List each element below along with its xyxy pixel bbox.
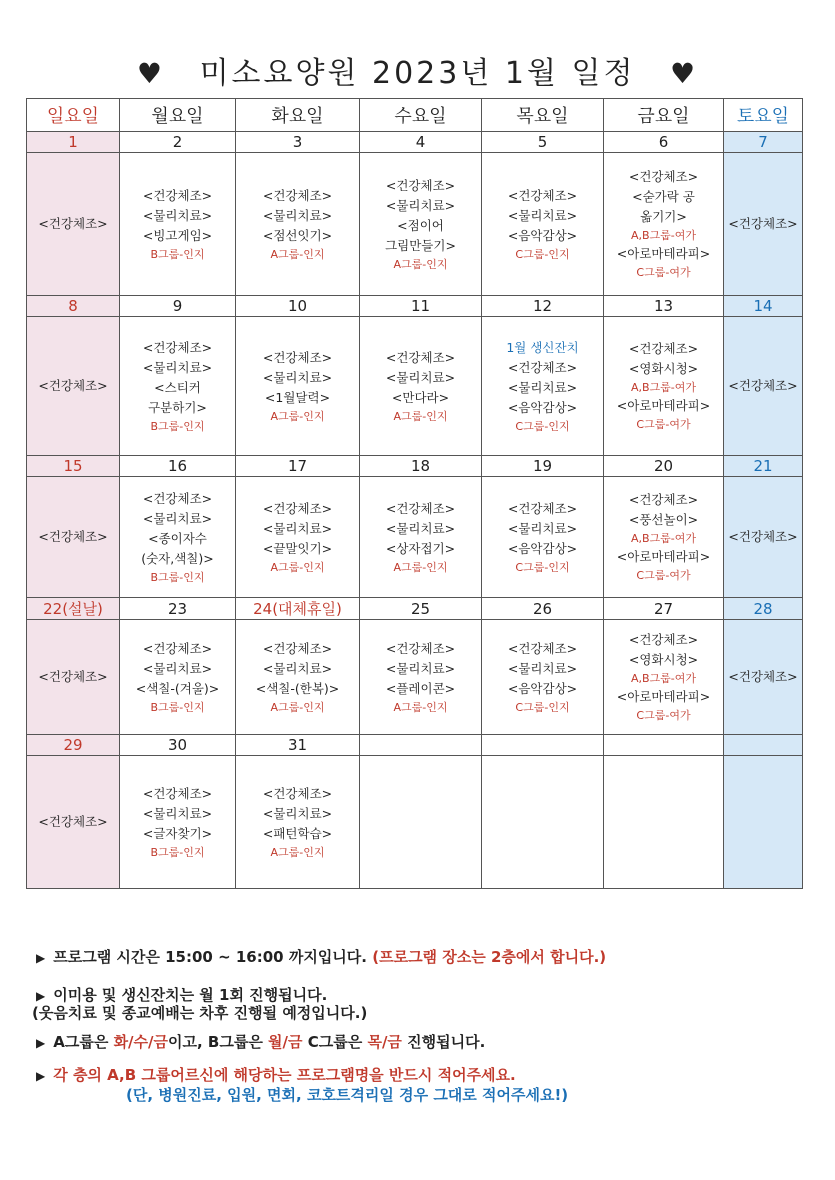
day-cell — [482, 317, 604, 456]
group-label: B그룹-인지 — [150, 845, 205, 859]
activity-line: <숟가락 공 — [632, 189, 695, 204]
activity-line: <건강체조> — [628, 169, 699, 184]
activity-line: <스티커 — [154, 379, 201, 395]
date-cell: 25 — [360, 598, 482, 620]
activity-line: (숫자,색칠)> — [141, 550, 214, 566]
page-title — [0, 48, 835, 92]
note-3 — [36, 1031, 485, 1052]
note-3-g: 진행됩니다. — [407, 1033, 486, 1051]
activity-line: <물리치료> — [385, 197, 456, 213]
activity-line: <건강체조> — [507, 187, 578, 203]
group-label: A,B그룹-여가 — [630, 672, 697, 685]
date-cell: 10 — [236, 296, 360, 317]
activity-line: <건강체조> — [142, 187, 213, 203]
activity-line: <종이자수 — [148, 530, 207, 546]
day-cell — [27, 153, 120, 296]
group-label: A그룹-인지 — [393, 700, 448, 714]
date-cell: 14 — [724, 296, 803, 317]
content-row — [27, 153, 803, 296]
day-cell — [482, 477, 604, 598]
content-row — [27, 620, 803, 735]
activity-line: <건강체조> — [628, 632, 699, 647]
activity-line: <빙고게임> — [142, 227, 213, 243]
activity-line: <물리치료> — [262, 520, 333, 536]
activity-line: 구분하기> — [148, 399, 207, 415]
activity-line: <건강체조> — [385, 349, 456, 365]
day-cell — [360, 153, 482, 296]
content-row — [27, 317, 803, 456]
weekday-wednesday: 수요일 — [360, 99, 482, 132]
day-cell — [120, 756, 236, 889]
note-2-text: 이미용 및 생신잔치는 월 1회 진행됩니다. — [53, 986, 328, 1004]
date-cell: 5 — [482, 132, 604, 153]
activity-line: <플레이콘> — [385, 680, 456, 696]
date-row — [27, 456, 803, 477]
group-label: C그룹-인지 — [515, 560, 570, 574]
note-3-days-a: 화/수/금 — [113, 1033, 168, 1051]
day-cell — [604, 620, 724, 735]
activity-line: <1월달력> — [264, 389, 331, 405]
note-3-days-b: 월/금 — [268, 1033, 303, 1051]
group-label: A그룹-인지 — [393, 409, 448, 423]
date-cell: 8 — [27, 296, 120, 317]
date-cell: 2 — [120, 132, 236, 153]
activity-line: <건강체조> — [38, 814, 108, 829]
activity-line: <영화시청> — [628, 652, 699, 667]
activity-line: <건강체조> — [507, 359, 578, 375]
day-cell — [27, 317, 120, 456]
activity-line: <건강체조> — [728, 669, 798, 684]
date-cell: 28 — [724, 598, 803, 620]
group-label: B그룹-인지 — [150, 570, 205, 584]
activity-line: <건강체조> — [507, 640, 578, 656]
note-3-days-c: 목/금 — [367, 1033, 402, 1051]
activity-line: <물리치료> — [507, 207, 578, 223]
group-label: C그룹-여가 — [636, 418, 691, 431]
activity-line: <건강체조> — [385, 177, 456, 193]
day-cell — [236, 153, 360, 296]
triangle-bullet-icon: ▶ — [36, 989, 46, 1003]
day-cell — [360, 620, 482, 735]
activity-line: <물리치료> — [385, 369, 456, 385]
activity-line: <아로마테라피> — [616, 549, 711, 564]
group-label: A,B그룹-여가 — [630, 381, 697, 394]
triangle-bullet-icon: ▶ — [36, 951, 46, 965]
day-cell — [236, 477, 360, 598]
activity-line: <음악감상> — [507, 540, 578, 556]
activity-line: <건강체조> — [262, 785, 333, 801]
activity-line: <상자접기> — [385, 540, 456, 556]
day-cell — [724, 620, 803, 735]
title-text: 미소요양원 2023년 1월 일정 — [199, 56, 636, 91]
activity-line: <건강체조> — [728, 378, 798, 393]
activity-line: <물리치료> — [262, 660, 333, 676]
event-highlight: 1월 생신잔치 — [506, 339, 579, 355]
date-cell: 31 — [236, 735, 360, 756]
group-label: C그룹-여가 — [636, 709, 691, 722]
note-4 — [36, 1064, 516, 1085]
day-cell — [236, 756, 360, 889]
date-cell: 17 — [236, 456, 360, 477]
date-cell: 15 — [27, 456, 120, 477]
activity-line: <만다라> — [391, 389, 450, 405]
weekday-sunday: 일요일 — [27, 99, 120, 132]
activity-line: <물리치료> — [385, 520, 456, 536]
day-cell — [120, 317, 236, 456]
date-cell: 19 — [482, 456, 604, 477]
day-cell — [482, 756, 604, 889]
content-row — [27, 756, 803, 889]
note-4-text: 각 층의 A,B 그룹어르신에 해당하는 프로그램명을 반드시 적어주세요. — [53, 1066, 516, 1084]
group-label: C그룹-인지 — [515, 700, 570, 714]
activity-line: <아로마테라피> — [616, 398, 711, 413]
day-cell — [27, 477, 120, 598]
day-cell — [360, 756, 482, 889]
group-label: A,B그룹-여가 — [630, 229, 697, 242]
calendar-body — [27, 132, 803, 889]
date-row — [27, 598, 803, 620]
group-label: A,B그룹-여가 — [630, 532, 697, 545]
note-1-text: 프로그램 시간은 15:00 ~ 16:00 까지입니다. — [53, 948, 367, 966]
day-cell — [120, 620, 236, 735]
triangle-bullet-icon: ▶ — [36, 1069, 46, 1083]
activity-line: <색칠-(한복)> — [255, 680, 340, 696]
activity-line: <건강체조> — [38, 378, 108, 393]
day-cell — [724, 153, 803, 296]
date-cell: 7 — [724, 132, 803, 153]
note-1 — [36, 946, 606, 967]
group-label: B그룹-인지 — [150, 419, 205, 433]
date-cell: 22(설날) — [27, 598, 120, 620]
activity-line: <패턴학습> — [262, 825, 333, 841]
date-cell: 3 — [236, 132, 360, 153]
activity-line: <끝말잇기> — [262, 540, 333, 556]
activity-line: <점이어 — [397, 217, 444, 233]
content-row — [27, 477, 803, 598]
activity-line: <점선잇기> — [262, 227, 333, 243]
note-4-sub-text: (단, 병원진료, 입원, 면회, 코호트격리일 경우 그대로 적어주세요!) — [126, 1086, 569, 1104]
activity-line: <물리치료> — [262, 207, 333, 223]
date-cell: 23 — [120, 598, 236, 620]
date-cell: 24(대체휴일) — [236, 598, 360, 620]
day-cell — [27, 620, 120, 735]
day-cell — [482, 153, 604, 296]
group-label: C그룹-인지 — [515, 419, 570, 433]
date-cell — [724, 735, 803, 756]
activity-line: <물리치료> — [507, 520, 578, 536]
date-cell: 29 — [27, 735, 120, 756]
activity-line: <물리치료> — [507, 660, 578, 676]
activity-line: <풍선놀이> — [628, 512, 699, 527]
note-2b — [32, 1002, 367, 1023]
activity-line: <건강체조> — [628, 341, 699, 356]
date-cell: 21 — [724, 456, 803, 477]
activity-line: <물리치료> — [262, 369, 333, 385]
day-cell — [236, 620, 360, 735]
date-cell: 4 — [360, 132, 482, 153]
group-label: A그룹-인지 — [393, 257, 448, 271]
activity-line: <건강체조> — [142, 785, 213, 801]
heart-icon: ♥ — [669, 57, 699, 90]
date-cell: 26 — [482, 598, 604, 620]
calendar-table — [26, 98, 803, 889]
weekday-tuesday: 화요일 — [236, 99, 360, 132]
day-cell — [120, 477, 236, 598]
group-label: C그룹-인지 — [515, 247, 570, 261]
date-row — [27, 735, 803, 756]
day-cell — [604, 153, 724, 296]
group-label: A그룹-인지 — [270, 845, 325, 859]
activity-line: <음악감상> — [507, 680, 578, 696]
date-cell — [604, 735, 724, 756]
group-label: A그룹-인지 — [270, 409, 325, 423]
group-label: A그룹-인지 — [393, 560, 448, 574]
note-3-a: A그룹은 — [53, 1033, 109, 1051]
group-label: C그룹-여가 — [636, 266, 691, 279]
activity-line: <아로마테라피> — [616, 246, 711, 261]
activity-line: <아로마테라피> — [616, 689, 711, 704]
day-cell — [360, 317, 482, 456]
activity-line: <건강체조> — [628, 492, 699, 507]
activity-line: <물리치료> — [385, 660, 456, 676]
group-label: A그룹-인지 — [270, 247, 325, 261]
heart-icon: ♥ — [136, 57, 166, 90]
date-cell: 11 — [360, 296, 482, 317]
activity-line: <건강체조> — [38, 669, 108, 684]
weekday-monday: 월요일 — [120, 99, 236, 132]
date-cell: 30 — [120, 735, 236, 756]
activity-line: <건강체조> — [38, 216, 108, 231]
note-1-location: (프로그램 장소는 2층에서 합니다.) — [372, 948, 607, 966]
day-cell — [604, 756, 724, 889]
day-cell — [27, 756, 120, 889]
activity-line: <건강체조> — [142, 339, 213, 355]
weekday-saturday: 토요일 — [724, 99, 803, 132]
activity-line: <물리치료> — [142, 805, 213, 821]
group-label: B그룹-인지 — [150, 247, 205, 261]
activity-line: <글자찾기> — [142, 825, 213, 841]
day-cell — [604, 477, 724, 598]
date-cell — [360, 735, 482, 756]
activity-line: <물리치료> — [262, 805, 333, 821]
activity-line: <건강체조> — [38, 529, 108, 544]
activity-line: <영화시청> — [628, 361, 699, 376]
date-row — [27, 132, 803, 153]
date-cell: 6 — [604, 132, 724, 153]
day-cell — [604, 317, 724, 456]
weekday-header-row — [27, 99, 803, 132]
date-cell: 27 — [604, 598, 724, 620]
group-label: B그룹-인지 — [150, 700, 205, 714]
date-cell: 16 — [120, 456, 236, 477]
day-cell — [360, 477, 482, 598]
activity-line: 옮기기> — [640, 209, 687, 224]
activity-line: <물리치료> — [142, 510, 213, 526]
activity-line: <물리치료> — [142, 207, 213, 223]
triangle-bullet-icon: ▶ — [36, 1036, 46, 1050]
activity-line: <건강체조> — [507, 500, 578, 516]
group-label: C그룹-여가 — [636, 569, 691, 582]
date-cell: 18 — [360, 456, 482, 477]
date-cell: 1 — [27, 132, 120, 153]
activity-line: <건강체조> — [262, 500, 333, 516]
note-4b — [126, 1084, 568, 1105]
day-cell — [120, 153, 236, 296]
weekday-friday: 금요일 — [604, 99, 724, 132]
activity-line: <건강체조> — [262, 640, 333, 656]
activity-line: <건강체조> — [385, 640, 456, 656]
activity-line: <건강체조> — [728, 216, 798, 231]
date-cell: 9 — [120, 296, 236, 317]
day-cell — [724, 317, 803, 456]
activity-line: <건강체조> — [385, 500, 456, 516]
note-2-sub-text: (웃음치료 및 종교예배는 차후 진행될 예정입니다.) — [32, 1004, 368, 1022]
date-cell — [482, 735, 604, 756]
date-cell: 20 — [604, 456, 724, 477]
activity-line: <음악감상> — [507, 227, 578, 243]
day-cell — [482, 620, 604, 735]
day-cell — [236, 317, 360, 456]
activity-line: <건강체조> — [142, 490, 213, 506]
activity-line: <건강체조> — [728, 529, 798, 544]
date-cell: 12 — [482, 296, 604, 317]
weekday-thursday: 목요일 — [482, 99, 604, 132]
group-label: A그룹-인지 — [270, 560, 325, 574]
note-3-c: 이고, B그룹은 — [168, 1033, 263, 1051]
activity-line: <물리치료> — [142, 660, 213, 676]
day-cell — [724, 756, 803, 889]
activity-line: <건강체조> — [142, 640, 213, 656]
activity-line: <물리치료> — [507, 379, 578, 395]
activity-line: <건강체조> — [262, 187, 333, 203]
activity-line: <건강체조> — [262, 349, 333, 365]
date-row — [27, 296, 803, 317]
day-cell — [724, 477, 803, 598]
date-cell: 13 — [604, 296, 724, 317]
activity-line: <음악감상> — [507, 399, 578, 415]
group-label: A그룹-인지 — [270, 700, 325, 714]
activity-line: <색칠-(겨울)> — [135, 680, 220, 696]
activity-line: <물리치료> — [142, 359, 213, 375]
note-3-e: C그룹은 — [307, 1033, 363, 1051]
activity-line: 그림만들기> — [385, 237, 456, 253]
